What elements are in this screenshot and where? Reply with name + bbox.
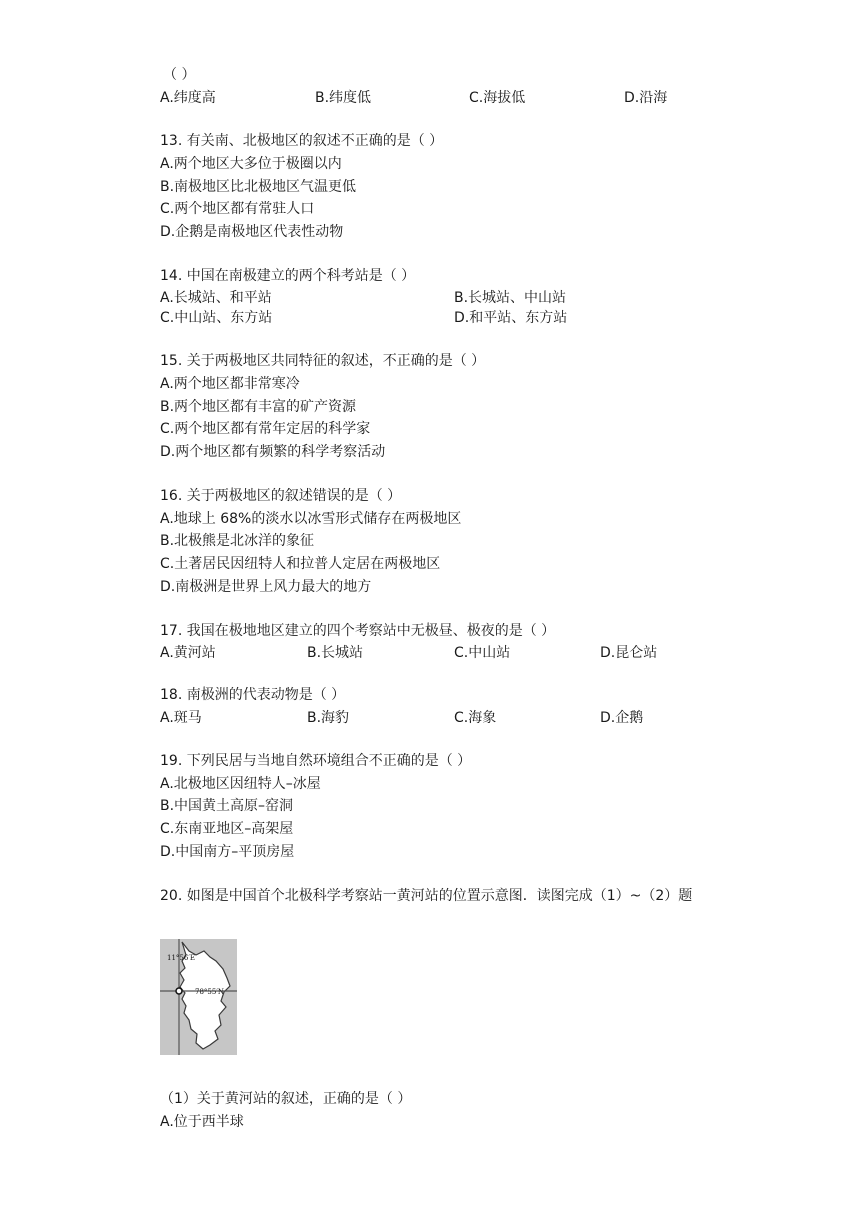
q16-option-c: C.土著居民因纽特人和拉普人定居在两极地区 <box>160 556 441 572</box>
q20-stem: 20. 如图是中国首个北极科学考察站一黄河站的位置示意图．读图完成（1）~（2）题 <box>160 888 693 904</box>
q13-option-a: A.两个地区大多位于极圈以内 <box>160 156 342 172</box>
q17-option-c: C.中山站 <box>454 645 511 661</box>
q15-stem: 15. 关于两极地区共同特征的叙述，不正确的是（ ） <box>160 353 486 369</box>
q12-option-c: C.海拔低 <box>469 90 526 106</box>
q17-stem: 17. 我国在极地地区建立的四个考察站中无极昼、极夜的是（ ） <box>160 623 556 639</box>
q14-option-a: A.长城站、和平站 <box>160 290 272 306</box>
latitude-label: 78°55′N <box>195 988 225 996</box>
q18-option-c: C.海象 <box>454 710 497 726</box>
huanghe-station-map-figure <box>160 939 237 1055</box>
huanghe-station-marker <box>176 988 182 994</box>
q14-stem: 14. 中国在南极建立的两个科考站是（ ） <box>160 268 416 284</box>
q18-option-d: D.企鹅 <box>600 710 644 726</box>
q20-sub1-option-a: A.位于西半球 <box>160 1114 244 1130</box>
q15-option-a: A.两个地区都非常寒冷 <box>160 376 300 392</box>
q13-option-b: B.南极地区比北极地区气温更低 <box>160 179 357 195</box>
q15-option-c: C.两个地区都有常年定居的科学家 <box>160 421 371 437</box>
longitude-label: 11°56′E <box>167 954 196 962</box>
q17-option-a: A.黄河站 <box>160 645 216 661</box>
q14-option-d: D.和平站、东方站 <box>454 310 568 326</box>
q20-sub1-stem: （1）关于黄河站的叙述，正确的是（ ） <box>160 1091 412 1107</box>
q15-option-b: B.两个地区都有丰富的矿产资源 <box>160 399 357 415</box>
q16-option-d: D.南极洲是世界上风力最大的地方 <box>160 579 372 595</box>
q13-option-c: C.两个地区都有常驻人口 <box>160 201 315 217</box>
q12-option-b: B.纬度低 <box>315 90 372 106</box>
q13-option-d: D.企鹅是南极地区代表性动物 <box>160 224 344 240</box>
q16-stem: 16. 关于两极地区的叙述错误的是（ ） <box>160 488 402 504</box>
q18-option-a: A.斑马 <box>160 710 202 726</box>
q19-option-a: A.北极地区因纽特人–冰屋 <box>160 776 321 792</box>
q19-stem: 19. 下列民居与当地自然环境组合不正确的是（ ） <box>160 753 472 769</box>
q12-stem-tail: （ ） <box>163 67 196 83</box>
q12-option-a: A.纬度高 <box>160 90 216 106</box>
q19-option-c: C.东南亚地区–高架屋 <box>160 821 294 837</box>
q17-option-d: D.昆仑站 <box>600 645 658 661</box>
q14-option-b: B.长城站、中山站 <box>454 290 567 306</box>
q18-stem: 18. 南极洲的代表动物是（ ） <box>160 687 346 703</box>
q19-option-b: B.中国黄土高原–窑洞 <box>160 798 294 814</box>
q18-option-b: B.海豹 <box>307 710 350 726</box>
q15-option-d: D.两个地区都有频繁的科学考察活动 <box>160 444 386 460</box>
q19-option-d: D.中国南方–平顶房屋 <box>160 844 295 860</box>
q16-option-b: B.北极熊是北冰洋的象征 <box>160 533 315 549</box>
q17-option-b: B.长城站 <box>307 645 364 661</box>
q16-option-a: A.地球上 68%的淡水以冰雪形式储存在两极地区 <box>160 511 462 527</box>
q13-stem: 13. 有关南、北极地区的叙述不正确的是（ ） <box>160 133 444 149</box>
q14-option-c: C.中山站、东方站 <box>160 310 273 326</box>
q12-option-d: D.沿海 <box>624 90 668 106</box>
svalbard-map <box>160 939 237 1055</box>
